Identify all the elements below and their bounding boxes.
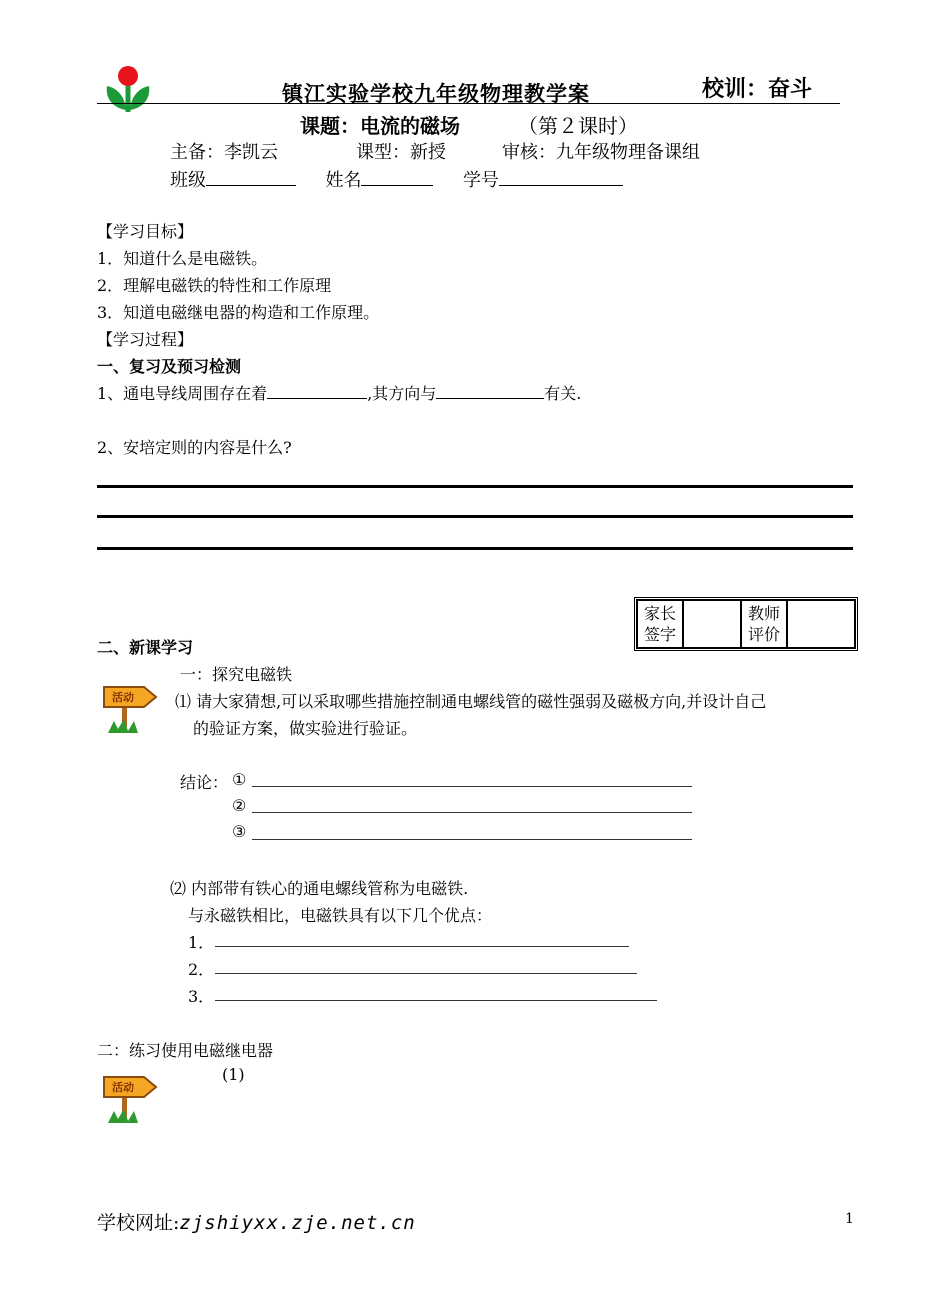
header-rule: [97, 103, 840, 104]
part2-item: (1): [222, 1065, 245, 1084]
name-field[interactable]: [361, 171, 433, 186]
school-title: 镇江实验学校九年级物理教学案: [282, 81, 590, 106]
advantage-blank[interactable]: [215, 1000, 657, 1001]
activity-sign-icon: [100, 681, 160, 735]
new-lesson-heading: 二、新课学习: [97, 638, 194, 657]
class-field[interactable]: [206, 171, 296, 186]
answer-line[interactable]: [97, 547, 853, 550]
page-number: 1: [845, 1211, 854, 1227]
school-logo: [103, 64, 153, 114]
q1-blank-2[interactable]: [436, 384, 544, 399]
section1-heading: 一、复习及预习检测: [97, 357, 242, 376]
advantage-number: 2．: [188, 960, 215, 979]
answer-line[interactable]: [97, 515, 853, 518]
advantage-blank[interactable]: [215, 946, 629, 947]
objective-item: 2．理解电磁铁的特性和工作原理: [97, 276, 332, 295]
conclusion-blank[interactable]: [252, 786, 692, 787]
student-info-row: [170, 166, 623, 192]
footer-website: [97, 1208, 416, 1235]
lesson-author: 主备：李凯云: [170, 142, 278, 163]
task2-line1: ⑵ 内部带有铁心的通电螺线管称为电磁铁.: [170, 879, 469, 898]
conclusion-mark: ②: [232, 796, 247, 815]
parent-signature-label: 家长 签字: [637, 600, 683, 648]
activity-sign-icon: [100, 1071, 160, 1125]
signature-table: [634, 597, 858, 651]
question-1: 1、通电导线周围存在着 ,其方向与 有关.: [97, 384, 582, 403]
objective-item: 1．知道什么是电磁铁。: [97, 249, 268, 268]
question-2: 2、安培定则的内容是什么?: [97, 438, 292, 457]
task1-line1: ⑴ 请大家猜想,可以采取哪些措施控制通电螺线管的磁性强弱及磁极方向,并设计自己: [175, 692, 767, 711]
teacher-evaluation-cell[interactable]: [787, 600, 855, 648]
lesson-period: （第２课时）: [518, 114, 638, 138]
school-motto: 校训：奋斗: [702, 77, 813, 102]
website-label: 学校网址:: [97, 1212, 180, 1234]
website-link[interactable]: zjshiyxx.zje.net.cn: [179, 1212, 416, 1234]
task2-line2: 与永磁铁相比，电磁铁具有以下几个优点：: [188, 906, 493, 925]
number-field[interactable]: [499, 171, 623, 186]
process-heading: 【学习过程】: [97, 330, 194, 349]
class-label: 班级: [170, 170, 206, 191]
conclusion-blank[interactable]: [252, 812, 692, 813]
conclusion-mark: ③: [232, 822, 247, 841]
lesson-title: 课题：电流的磁场: [300, 114, 460, 138]
task1-line2: 的验证方案，做实验进行验证。: [193, 719, 418, 738]
lesson-type: 课型：新授: [356, 142, 446, 163]
q1-blank-1[interactable]: [267, 384, 367, 399]
name-label: 姓名: [325, 170, 362, 191]
part2-title: 二：练习使用电磁继电器: [97, 1041, 274, 1060]
conclusion-mark: ①: [232, 770, 247, 789]
activity-label: 活动: [112, 1081, 134, 1094]
conclusion-label: 结论：: [180, 773, 229, 792]
answer-line[interactable]: [97, 485, 853, 488]
conclusion-blank[interactable]: [252, 839, 692, 840]
part1-title: 一：探究电磁铁: [180, 665, 293, 684]
activity-label: 活动: [112, 691, 134, 704]
parent-signature-cell[interactable]: [683, 600, 741, 648]
lesson-reviewer: 审核：九年级物理备课组: [502, 142, 700, 163]
objectives-heading: 【学习目标】: [97, 222, 194, 241]
teacher-evaluation-label: 教师 评价: [741, 600, 787, 648]
advantage-number: 3．: [188, 987, 215, 1006]
objective-item: 3．知道电磁继电器的构造和工作原理。: [97, 303, 380, 322]
number-label: 学号: [462, 170, 499, 191]
advantage-number: 1．: [188, 933, 215, 952]
advantage-blank[interactable]: [215, 973, 637, 974]
